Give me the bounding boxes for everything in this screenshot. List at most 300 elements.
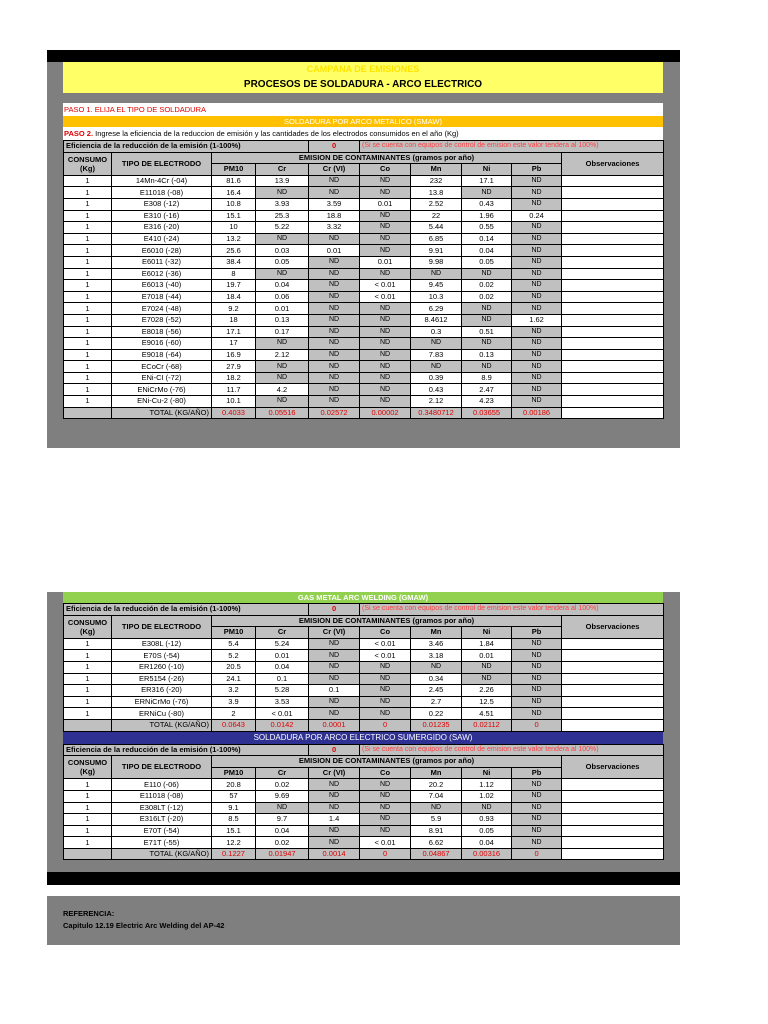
gmaw-col-crvi: Cr (VI) bbox=[309, 627, 360, 639]
emision-cell: ND bbox=[256, 338, 309, 350]
emision-cell: 6.62 bbox=[411, 837, 462, 849]
saw-rows bbox=[64, 779, 664, 849]
emision-cell: ND bbox=[462, 303, 512, 315]
emision-cell: 18.4 bbox=[212, 291, 256, 303]
smaw-total-co: 0.00002 bbox=[360, 407, 411, 419]
observaciones-cell[interactable] bbox=[562, 198, 664, 210]
gmaw-total-row bbox=[64, 719, 664, 731]
table-row bbox=[64, 303, 664, 315]
emision-cell: ND bbox=[512, 268, 562, 280]
emision-cell: 3.46 bbox=[411, 638, 462, 650]
gmaw-band[interactable]: GAS METAL ARC WELDING (GMAW) bbox=[63, 592, 663, 603]
emision-cell: < 0.01 bbox=[360, 638, 411, 650]
table-row bbox=[64, 661, 664, 673]
saw-total-label: TOTAL (KG/AÑO) bbox=[112, 848, 212, 860]
observaciones-cell[interactable] bbox=[562, 708, 664, 720]
emision-cell: ND bbox=[512, 187, 562, 199]
smaw-total-pm10: 0.4033 bbox=[212, 407, 256, 419]
emision-cell: ND bbox=[360, 384, 411, 396]
emision-cell: ND bbox=[512, 638, 562, 650]
emision-cell: 8.4612 bbox=[411, 314, 462, 326]
table-row bbox=[64, 384, 664, 396]
observaciones-cell[interactable] bbox=[562, 372, 664, 384]
observaciones-cell[interactable] bbox=[562, 361, 664, 373]
electrodo-cell: ER1260 (-10) bbox=[112, 661, 212, 673]
consumo-cell[interactable]: 1 bbox=[64, 779, 112, 791]
table-row bbox=[64, 708, 664, 720]
consumo-cell[interactable]: 1 bbox=[64, 708, 112, 720]
emision-cell: < 0.01 bbox=[256, 708, 309, 720]
emision-cell: ND bbox=[256, 372, 309, 384]
consumo-cell[interactable]: 1 bbox=[64, 256, 112, 268]
observaciones-cell[interactable] bbox=[562, 338, 664, 350]
consumo-cell[interactable]: 1 bbox=[64, 361, 112, 373]
emision-cell: ND bbox=[512, 256, 562, 268]
emision-cell: 7.04 bbox=[411, 790, 462, 802]
emision-cell: ND bbox=[360, 268, 411, 280]
emision-cell: 2.45 bbox=[411, 685, 462, 697]
table-row bbox=[64, 650, 664, 662]
observaciones-cell[interactable] bbox=[562, 802, 664, 814]
electrodo-cell: 14Mn-4Cr (-04) bbox=[112, 175, 212, 187]
electrodo-cell: E308LT (-12) bbox=[112, 802, 212, 814]
emision-cell: ND bbox=[360, 233, 411, 245]
consumo-cell[interactable]: 1 bbox=[64, 245, 112, 257]
observaciones-cell[interactable] bbox=[562, 245, 664, 257]
emision-cell: 1.4 bbox=[309, 814, 360, 826]
emision-cell: 2.52 bbox=[411, 198, 462, 210]
emision-cell: 0.02 bbox=[256, 779, 309, 791]
electrodo-cell: E71T (-55) bbox=[112, 837, 212, 849]
emision-cell: ND bbox=[309, 338, 360, 350]
observaciones-cell[interactable] bbox=[562, 661, 664, 673]
emision-cell: ND bbox=[462, 268, 512, 280]
emision-cell: 57 bbox=[212, 790, 256, 802]
observaciones-cell[interactable] bbox=[562, 396, 664, 408]
gmaw-col-mn: Mn bbox=[411, 627, 462, 639]
col-consumo: CONSUMO (Kg) bbox=[64, 152, 112, 175]
col-pm10: PM10 bbox=[212, 164, 256, 176]
gmaw-total-label: TOTAL (KG/AÑO) bbox=[112, 719, 212, 731]
consumo-cell[interactable]: 1 bbox=[64, 802, 112, 814]
emision-cell: 0.22 bbox=[411, 708, 462, 720]
emision-cell: ND bbox=[512, 361, 562, 373]
emision-cell: ND bbox=[512, 650, 562, 662]
gmaw-col-pm10: PM10 bbox=[212, 627, 256, 639]
emision-cell: ND bbox=[512, 673, 562, 685]
emision-cell: ND bbox=[411, 802, 462, 814]
observaciones-cell[interactable] bbox=[562, 825, 664, 837]
emision-cell: ND bbox=[512, 291, 562, 303]
emision-cell: 8.9 bbox=[462, 372, 512, 384]
emision-cell: ND bbox=[309, 661, 360, 673]
emision-cell: 4.2 bbox=[256, 384, 309, 396]
emision-cell: 22 bbox=[411, 210, 462, 222]
emision-cell: 0.04 bbox=[462, 837, 512, 849]
gmaw-col-pb: Pb bbox=[512, 627, 562, 639]
observaciones-cell[interactable] bbox=[562, 210, 664, 222]
saw-eff-input[interactable]: 0 bbox=[309, 744, 360, 756]
gmaw-total-crvi: 0.0001 bbox=[309, 719, 360, 731]
emision-cell: ND bbox=[411, 338, 462, 350]
consumo-cell[interactable]: 1 bbox=[64, 303, 112, 315]
gmaw-total-ni: 0.02112 bbox=[462, 719, 512, 731]
emision-cell: ND bbox=[256, 361, 309, 373]
emision-cell: 2.47 bbox=[462, 384, 512, 396]
observaciones-cell[interactable] bbox=[562, 233, 664, 245]
observaciones-cell[interactable] bbox=[562, 790, 664, 802]
table-row bbox=[64, 396, 664, 408]
table-row bbox=[64, 349, 664, 361]
sheet-title-top: CAMPANA DE EMISIONES bbox=[63, 62, 663, 76]
saw-col-pb: Pb bbox=[512, 767, 562, 779]
col-observaciones: Observaciones bbox=[562, 152, 664, 175]
emision-cell: 6.85 bbox=[411, 233, 462, 245]
observaciones-cell[interactable] bbox=[562, 673, 664, 685]
saw-total-pm10: 0.1227 bbox=[212, 848, 256, 860]
gmaw-eff-input[interactable]: 0 bbox=[309, 604, 360, 616]
observaciones-cell[interactable] bbox=[562, 650, 664, 662]
emision-cell: ND bbox=[309, 314, 360, 326]
emision-cell: 25.3 bbox=[256, 210, 309, 222]
table-row bbox=[64, 245, 664, 257]
electrodo-cell: E7018 (-44) bbox=[112, 291, 212, 303]
electrodo-cell: E410 (-24) bbox=[112, 233, 212, 245]
emision-cell: < 0.01 bbox=[360, 280, 411, 292]
table-row bbox=[64, 256, 664, 268]
electrodo-cell: E70T (-54) bbox=[112, 825, 212, 837]
emision-cell: 0.02 bbox=[462, 291, 512, 303]
reference-text: Capitulo 12.19 Electric Arc Welding del AP-42 bbox=[63, 921, 225, 930]
consumo-cell[interactable]: 1 bbox=[64, 326, 112, 338]
consumo-cell[interactable]: 1 bbox=[64, 384, 112, 396]
table-row bbox=[64, 696, 664, 708]
emision-cell: 0.04 bbox=[256, 825, 309, 837]
consumo-cell[interactable]: 1 bbox=[64, 650, 112, 662]
emision-cell: ND bbox=[512, 696, 562, 708]
emision-cell: ND bbox=[462, 361, 512, 373]
consumo-cell[interactable]: 1 bbox=[64, 372, 112, 384]
emision-cell: 2.12 bbox=[256, 349, 309, 361]
table-row bbox=[64, 814, 664, 826]
observaciones-cell[interactable] bbox=[562, 384, 664, 396]
emision-cell: 0.17 bbox=[256, 326, 309, 338]
observaciones-cell[interactable] bbox=[562, 256, 664, 268]
emision-cell: ND bbox=[360, 661, 411, 673]
saw-total-cr: 0.01947 bbox=[256, 848, 309, 860]
emision-cell: 27.9 bbox=[212, 361, 256, 373]
consumo-cell[interactable]: 1 bbox=[64, 837, 112, 849]
table-row bbox=[64, 685, 664, 697]
emision-cell: ND bbox=[512, 396, 562, 408]
saw-band[interactable]: SOLDADURA POR ARCO ELECTRICO SUMERGIDO (SAW) bbox=[63, 732, 663, 744]
emision-cell: 0.1 bbox=[309, 685, 360, 697]
emision-cell: 0.93 bbox=[462, 814, 512, 826]
col-emision: EMISION DE CONTAMINANTES (gramos por año) bbox=[212, 152, 562, 164]
table-row bbox=[64, 779, 664, 791]
observaciones-cell[interactable] bbox=[562, 696, 664, 708]
emision-cell: 11.7 bbox=[212, 384, 256, 396]
emision-cell: 3.93 bbox=[256, 198, 309, 210]
emision-cell: ND bbox=[309, 326, 360, 338]
emision-cell: 0.01 bbox=[360, 256, 411, 268]
observaciones-cell[interactable] bbox=[562, 314, 664, 326]
observaciones-cell[interactable] bbox=[562, 349, 664, 361]
col-pb: Pb bbox=[512, 164, 562, 176]
consumo-cell[interactable]: 1 bbox=[64, 314, 112, 326]
emision-cell: 16.4 bbox=[212, 187, 256, 199]
consumo-cell[interactable]: 1 bbox=[64, 175, 112, 187]
electrodo-cell: E8018 (-56) bbox=[112, 326, 212, 338]
emision-cell: ND bbox=[360, 187, 411, 199]
emision-cell: ND bbox=[411, 361, 462, 373]
consumo-cell[interactable]: 1 bbox=[64, 790, 112, 802]
observaciones-cell[interactable] bbox=[562, 303, 664, 315]
electrodo-cell: E6010 (-28) bbox=[112, 245, 212, 257]
table-row bbox=[64, 837, 664, 849]
consumo-cell[interactable]: 1 bbox=[64, 638, 112, 650]
saw-col-emision: EMISION DE CONTAMINANTES (gramos por año) bbox=[212, 756, 562, 768]
electrodo-cell: ERNiCu (-80) bbox=[112, 708, 212, 720]
eff-label: Eficiencia de la reducción de la emisión (1-100%) bbox=[64, 141, 309, 153]
consumo-cell[interactable]: 1 bbox=[64, 338, 112, 350]
consumo-cell[interactable]: 1 bbox=[64, 814, 112, 826]
consumo-cell[interactable]: 1 bbox=[64, 349, 112, 361]
emision-cell: ND bbox=[360, 245, 411, 257]
emision-cell: ND bbox=[462, 187, 512, 199]
emision-cell: ND bbox=[309, 708, 360, 720]
emision-cell: ND bbox=[462, 802, 512, 814]
emision-cell: ND bbox=[309, 361, 360, 373]
table-row bbox=[64, 673, 664, 685]
eff-note: (Si se cuenta con equipos de control de emision este valor tendera al 100%) bbox=[360, 141, 664, 153]
electrodo-cell: E11018 (-08) bbox=[112, 187, 212, 199]
step2-label: PASO 2. Ingrese la eficiencia de la reduccion de emisión y las cantidades de los electrodos consumidos en el año (Kg) bbox=[63, 127, 663, 140]
emision-cell: 13.8 bbox=[411, 187, 462, 199]
emision-cell: 18.2 bbox=[212, 372, 256, 384]
electrodo-cell: ENiCrMo (-76) bbox=[112, 384, 212, 396]
gmaw-total-pb: 0 bbox=[512, 719, 562, 731]
gmaw-col-cr: Cr bbox=[256, 627, 309, 639]
emision-cell: 9.45 bbox=[411, 280, 462, 292]
table-row bbox=[64, 210, 664, 222]
saw-col-tipo: TIPO DE ELECTRODO bbox=[112, 756, 212, 779]
emision-cell: ND bbox=[512, 372, 562, 384]
gmaw-col-consumo: CONSUMO (Kg) bbox=[64, 615, 112, 638]
electrodo-cell: E316LT (-20) bbox=[112, 814, 212, 826]
gmaw-col-observaciones: Observaciones bbox=[562, 615, 664, 638]
emision-cell: ND bbox=[309, 268, 360, 280]
emision-cell: ND bbox=[309, 825, 360, 837]
table-row bbox=[64, 825, 664, 837]
gmaw-col-ni: Ni bbox=[462, 627, 512, 639]
emision-cell: ND bbox=[360, 814, 411, 826]
emision-cell: 2.7 bbox=[411, 696, 462, 708]
consumo-cell[interactable]: 1 bbox=[64, 222, 112, 234]
observaciones-cell[interactable] bbox=[562, 638, 664, 650]
emision-cell: 8.91 bbox=[411, 825, 462, 837]
emision-cell: < 0.01 bbox=[360, 650, 411, 662]
table-row bbox=[64, 372, 664, 384]
observaciones-cell[interactable] bbox=[562, 685, 664, 697]
emision-cell: ND bbox=[309, 175, 360, 187]
gmaw-eff-label: Eficiencia de la reducción de la emisión (1-100%) bbox=[64, 604, 309, 616]
total-label: TOTAL (KG/AÑO) bbox=[112, 407, 212, 419]
smaw-total-ni: 0.03655 bbox=[462, 407, 512, 419]
observaciones-cell[interactable] bbox=[562, 291, 664, 303]
observaciones-cell[interactable] bbox=[562, 222, 664, 234]
saw-total-pb: 0 bbox=[512, 848, 562, 860]
smaw-sheet bbox=[63, 62, 663, 419]
smaw-table bbox=[63, 140, 664, 419]
consumo-cell[interactable]: 1 bbox=[64, 396, 112, 408]
emision-cell: 5.28 bbox=[256, 685, 309, 697]
saw-total-ni: 0.00316 bbox=[462, 848, 512, 860]
emision-cell: 0.04 bbox=[256, 280, 309, 292]
emision-cell: ND bbox=[512, 280, 562, 292]
emision-cell: ND bbox=[411, 268, 462, 280]
emision-cell: ND bbox=[360, 802, 411, 814]
consumo-cell[interactable]: 1 bbox=[64, 673, 112, 685]
eff-input[interactable]: 0 bbox=[309, 141, 360, 153]
emision-cell: 0.06 bbox=[256, 291, 309, 303]
table-row bbox=[64, 638, 664, 650]
emision-cell: 18.8 bbox=[309, 210, 360, 222]
consumo-cell[interactable]: 1 bbox=[64, 280, 112, 292]
emision-cell: 10.8 bbox=[212, 198, 256, 210]
col-mn: Mn bbox=[411, 164, 462, 176]
emision-cell: ND bbox=[309, 790, 360, 802]
emision-cell: 13.2 bbox=[212, 233, 256, 245]
emision-cell: 8 bbox=[212, 268, 256, 280]
emision-cell: ND bbox=[512, 175, 562, 187]
emision-cell: 20.2 bbox=[411, 779, 462, 791]
gmaw-total-co: 0 bbox=[360, 719, 411, 731]
electrodo-cell: E110 (-06) bbox=[112, 779, 212, 791]
table-row bbox=[64, 790, 664, 802]
observaciones-cell[interactable] bbox=[562, 280, 664, 292]
saw-col-observaciones: Observaciones bbox=[562, 756, 664, 779]
emision-cell: 0.55 bbox=[462, 222, 512, 234]
emision-cell: 9.1 bbox=[212, 802, 256, 814]
consumo-cell[interactable]: 1 bbox=[64, 198, 112, 210]
table-row bbox=[64, 338, 664, 350]
electrodo-cell: E7024 (-48) bbox=[112, 303, 212, 315]
emision-cell: 2.12 bbox=[411, 396, 462, 408]
emision-cell: 1.12 bbox=[462, 779, 512, 791]
emision-cell: 3.18 bbox=[411, 650, 462, 662]
consumo-cell[interactable]: 1 bbox=[64, 268, 112, 280]
emision-cell: 81.6 bbox=[212, 175, 256, 187]
consumo-cell[interactable]: 1 bbox=[64, 210, 112, 222]
consumo-cell[interactable]: 1 bbox=[64, 291, 112, 303]
emision-cell: ND bbox=[360, 673, 411, 685]
gmaw-total-mn: 0.01235 bbox=[411, 719, 462, 731]
emision-cell: 0.05 bbox=[462, 256, 512, 268]
emision-cell: 232 bbox=[411, 175, 462, 187]
observaciones-cell[interactable] bbox=[562, 837, 664, 849]
emision-cell: ND bbox=[360, 222, 411, 234]
consumo-cell[interactable]: 1 bbox=[64, 661, 112, 673]
emision-cell: ND bbox=[256, 802, 309, 814]
table-row bbox=[64, 361, 664, 373]
emision-cell: ND bbox=[360, 696, 411, 708]
col-co: Co bbox=[360, 164, 411, 176]
emision-cell: ND bbox=[360, 372, 411, 384]
emision-cell: 13.9 bbox=[256, 175, 309, 187]
consumo-cell[interactable]: 1 bbox=[64, 187, 112, 199]
col-ni: Ni bbox=[462, 164, 512, 176]
emision-cell: ND bbox=[360, 326, 411, 338]
emision-cell: 9.98 bbox=[411, 256, 462, 268]
table-row bbox=[64, 314, 664, 326]
smaw-total-pb: 0.00186 bbox=[512, 407, 562, 419]
emision-cell: ND bbox=[462, 338, 512, 350]
emision-cell: 38.4 bbox=[212, 256, 256, 268]
electrodo-cell: ERNiCrMo (-76) bbox=[112, 696, 212, 708]
emision-cell: ND bbox=[309, 802, 360, 814]
smaw-total-cr: 0.05516 bbox=[256, 407, 309, 419]
emision-cell: 5.22 bbox=[256, 222, 309, 234]
emision-cell: ND bbox=[512, 837, 562, 849]
saw-total-row bbox=[64, 848, 664, 860]
emision-cell: 0.05 bbox=[256, 256, 309, 268]
emision-cell: 17.1 bbox=[462, 175, 512, 187]
emision-cell: 9.7 bbox=[256, 814, 309, 826]
emision-cell: 3.59 bbox=[309, 198, 360, 210]
emision-cell: 10.1 bbox=[212, 396, 256, 408]
emision-cell: 0.01 bbox=[462, 650, 512, 662]
electrodo-cell: ENi-CI (-72) bbox=[112, 372, 212, 384]
observaciones-cell[interactable] bbox=[562, 268, 664, 280]
emision-cell: 18 bbox=[212, 314, 256, 326]
emision-cell: 5.44 bbox=[411, 222, 462, 234]
consumo-cell[interactable]: 1 bbox=[64, 696, 112, 708]
observaciones-cell[interactable] bbox=[562, 814, 664, 826]
consumo-cell[interactable]: 1 bbox=[64, 825, 112, 837]
saw-col-consumo: CONSUMO (Kg) bbox=[64, 756, 112, 779]
observaciones-cell[interactable] bbox=[562, 175, 664, 187]
table-row bbox=[64, 291, 664, 303]
gmaw-total-cr: 0.0142 bbox=[256, 719, 309, 731]
electrodo-cell: E7028 (-52) bbox=[112, 314, 212, 326]
smaw-total-mn: 0.3480712 bbox=[411, 407, 462, 419]
consumo-cell[interactable]: 1 bbox=[64, 685, 112, 697]
emision-cell: ND bbox=[360, 708, 411, 720]
emision-cell: 2 bbox=[212, 708, 256, 720]
smaw-rows bbox=[64, 175, 664, 407]
emision-cell: 0.01 bbox=[360, 198, 411, 210]
emision-cell: ND bbox=[360, 314, 411, 326]
gmaw-table bbox=[63, 603, 664, 732]
electrodo-cell: ER316 (-20) bbox=[112, 685, 212, 697]
observaciones-cell[interactable] bbox=[562, 779, 664, 791]
consumo-cell[interactable]: 1 bbox=[64, 233, 112, 245]
gmaw-rows bbox=[64, 638, 664, 719]
gmaw-eff-note: (Si se cuenta con equipos de control de emision este valor tendera al 100%) bbox=[360, 604, 664, 616]
table-row bbox=[64, 326, 664, 338]
observaciones-cell[interactable] bbox=[562, 326, 664, 338]
observaciones-cell[interactable] bbox=[562, 187, 664, 199]
emision-cell: 10.3 bbox=[411, 291, 462, 303]
emision-cell: 1.84 bbox=[462, 638, 512, 650]
emision-cell: ND bbox=[411, 661, 462, 673]
smaw-band[interactable]: SOLDADURA POR ARCO METALICO (SMAW) bbox=[63, 116, 663, 127]
emision-cell: 5.4 bbox=[212, 638, 256, 650]
emision-cell: ND bbox=[309, 650, 360, 662]
col-cr: Cr bbox=[256, 164, 309, 176]
saw-col-pm10: PM10 bbox=[212, 767, 256, 779]
